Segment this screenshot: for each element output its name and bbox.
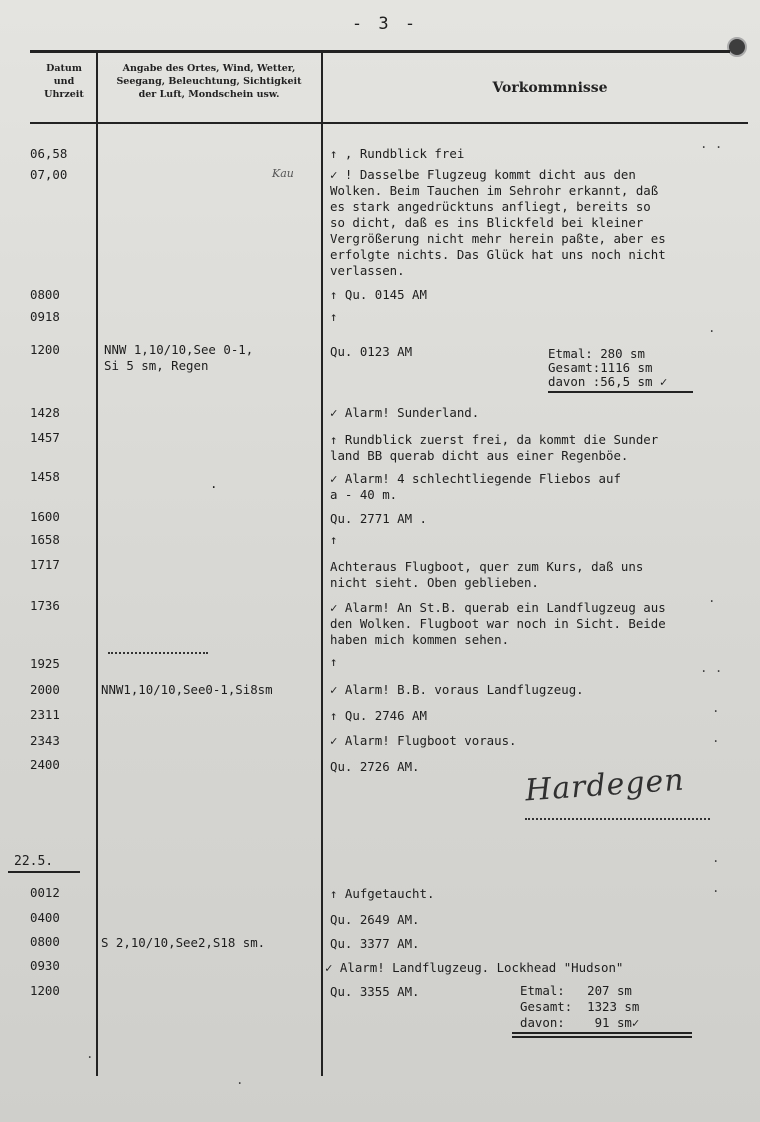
entry-time: 1428 xyxy=(30,405,60,420)
entry-event: nicht sieht. Oben geblieben. xyxy=(330,575,539,590)
header-datum: Datum und Uhrzeit xyxy=(44,63,84,100)
entry-time: 1658 xyxy=(30,532,60,547)
run-underline-2 xyxy=(512,1036,692,1038)
header-vorkommnisse: Vorkommnisse xyxy=(492,80,608,96)
entry-event: ↑ Rundblick zuerst frei, da kommt die Sunder xyxy=(330,432,659,447)
entry-event: ✓ Alarm! Flugboot voraus. xyxy=(330,733,517,748)
margin-dots: . xyxy=(712,880,720,895)
run-underline xyxy=(512,1032,692,1034)
entry-event: ↑ , Rundblick frei xyxy=(330,146,465,161)
signature-line xyxy=(525,818,710,820)
entry-event: ↑ Aufgetaucht. xyxy=(330,886,435,901)
column-divider-2 xyxy=(321,52,323,1076)
date-heading: 22.5. xyxy=(14,854,54,869)
margin-dots: . xyxy=(236,1072,244,1087)
entry-event: erfolgte nichts. Das Glück hat uns noch nicht xyxy=(330,247,666,262)
header-top-rule xyxy=(30,50,730,53)
entry-time: 2343 xyxy=(30,733,60,748)
entry-event: ↑ xyxy=(330,654,338,669)
margin-dots: . xyxy=(708,590,716,605)
margin-dots: . . xyxy=(700,136,723,151)
entry-time: 1200 xyxy=(30,342,60,357)
margin-dots: . . xyxy=(700,660,723,675)
margin-dots: . xyxy=(86,1046,94,1061)
entry-event: es stark angedrücktuns anfliegt, bereits so xyxy=(330,199,651,214)
entry-event: ✓ Alarm! Sunderland. xyxy=(330,405,480,420)
margin-dots: . xyxy=(712,850,720,865)
entry-event: ✓ ! Dasselbe Flugzeug kommt dicht aus den xyxy=(330,167,636,182)
entry-event: haben mich kommen sehen. xyxy=(330,632,510,647)
entry-time: 06,58 xyxy=(30,146,68,161)
run-etmal: Etmal: 207 sm xyxy=(520,983,632,998)
dotted-leader xyxy=(108,652,208,654)
entry-event: Wolken. Beim Tauchen im Sehrohr erkannt, daß xyxy=(330,183,659,198)
margin-dots: . xyxy=(708,320,716,335)
entry-event: Qu. 2726 AM. xyxy=(330,759,420,774)
margin-dots: . xyxy=(712,700,720,715)
run-underline xyxy=(548,391,693,393)
entry-place: Si 5 sm, Regen xyxy=(104,358,209,373)
entry-time: 0918 xyxy=(30,309,60,324)
entry-event: a - 40 m. xyxy=(330,487,398,502)
entry-place: . xyxy=(210,476,218,491)
date-underline xyxy=(8,871,80,873)
entry-time: 1458 xyxy=(30,469,60,484)
entry-event: land BB querab dicht aus einer Regenböe. xyxy=(330,448,629,463)
entry-event: ↑ xyxy=(330,532,338,547)
entry-time: 1736 xyxy=(30,598,60,613)
entry-event: ✓ Alarm! An St.B. querab ein Landflugzeug aus xyxy=(330,600,666,615)
entry-time: 0012 xyxy=(30,885,60,900)
entry-place: NNW1,10/10,See0-1,Si8sm xyxy=(101,682,273,697)
margin-dots: . xyxy=(712,730,720,745)
margin-note: Kau xyxy=(272,167,294,180)
entry-event: ✓ Alarm! 4 schlechtliegende Fliebos auf xyxy=(330,471,621,486)
entry-event: den Wolken. Flugboot war noch in Sicht. Beide xyxy=(330,616,666,631)
entry-event: Qu. 3355 AM. xyxy=(330,984,420,999)
entry-event: ✓ Alarm! Landflugzeug. Lockhead "Hudson" xyxy=(325,960,624,975)
entry-time: 2000 xyxy=(30,682,60,697)
entry-time: 1600 xyxy=(30,509,60,524)
entry-event: Achteraus Flugboot, quer zum Kurs, daß uns xyxy=(330,559,644,574)
entry-time: 2311 xyxy=(30,707,60,722)
entry-place: NNW 1,10/10,See 0-1, xyxy=(104,342,254,357)
run-davon: davon: 91 sm✓ xyxy=(520,1015,640,1030)
run-davon: davon :56,5 sm ✓ xyxy=(548,374,668,389)
entry-time: 07,00 xyxy=(30,167,68,182)
entry-time: 0800 xyxy=(30,934,60,949)
entry-time: 0930 xyxy=(30,958,60,973)
entry-place: S 2,10/10,See2,S18 sm. xyxy=(101,935,266,950)
entry-time: 1200 xyxy=(30,983,60,998)
entry-event: ✓ Alarm! B.B. voraus Landflugzeug. xyxy=(330,682,584,697)
commander-signature: Hardegen xyxy=(523,762,686,809)
entry-event: ↑ Qu. 0145 AM xyxy=(330,287,427,302)
header-bottom-rule xyxy=(30,122,748,124)
column-divider-1 xyxy=(96,52,98,1076)
entry-event: ↑ xyxy=(330,309,338,324)
entry-event: so dicht, daß es ins Blickfeld bei kleiner xyxy=(330,215,644,230)
header-ort: Angabe des Ortes, Wind, Wetter, Seegang, Beleuchtung, Sichtigkeit der Luft, Mondschein usw. xyxy=(116,63,302,100)
entry-event: verlassen. xyxy=(330,263,405,278)
entry-event: Qu. 3377 AM. xyxy=(330,936,420,951)
run-etmal: Etmal: 280 sm xyxy=(548,346,645,361)
entry-time: 0800 xyxy=(30,287,60,302)
entry-event: Qu. 2771 AM . xyxy=(330,511,427,526)
entry-event: Qu. 0123 AM xyxy=(330,344,413,359)
entry-time: 1717 xyxy=(30,557,60,572)
entry-time: 1925 xyxy=(30,656,60,671)
run-gesamt: Gesamt: 1323 sm xyxy=(520,999,640,1014)
punch-hole xyxy=(727,37,747,57)
run-gesamt: Gesamt:1116 sm xyxy=(548,360,653,375)
entry-event: Vergrößerung nicht mehr herein paßte, aber es xyxy=(330,231,666,246)
entry-event: ↑ Qu. 2746 AM xyxy=(330,708,427,723)
entry-event: Qu. 2649 AM. xyxy=(330,912,420,927)
entry-time: 1457 xyxy=(30,430,60,445)
page-number: - 3 - xyxy=(351,14,419,34)
entry-time: 2400 xyxy=(30,757,60,772)
entry-time: 0400 xyxy=(30,910,60,925)
